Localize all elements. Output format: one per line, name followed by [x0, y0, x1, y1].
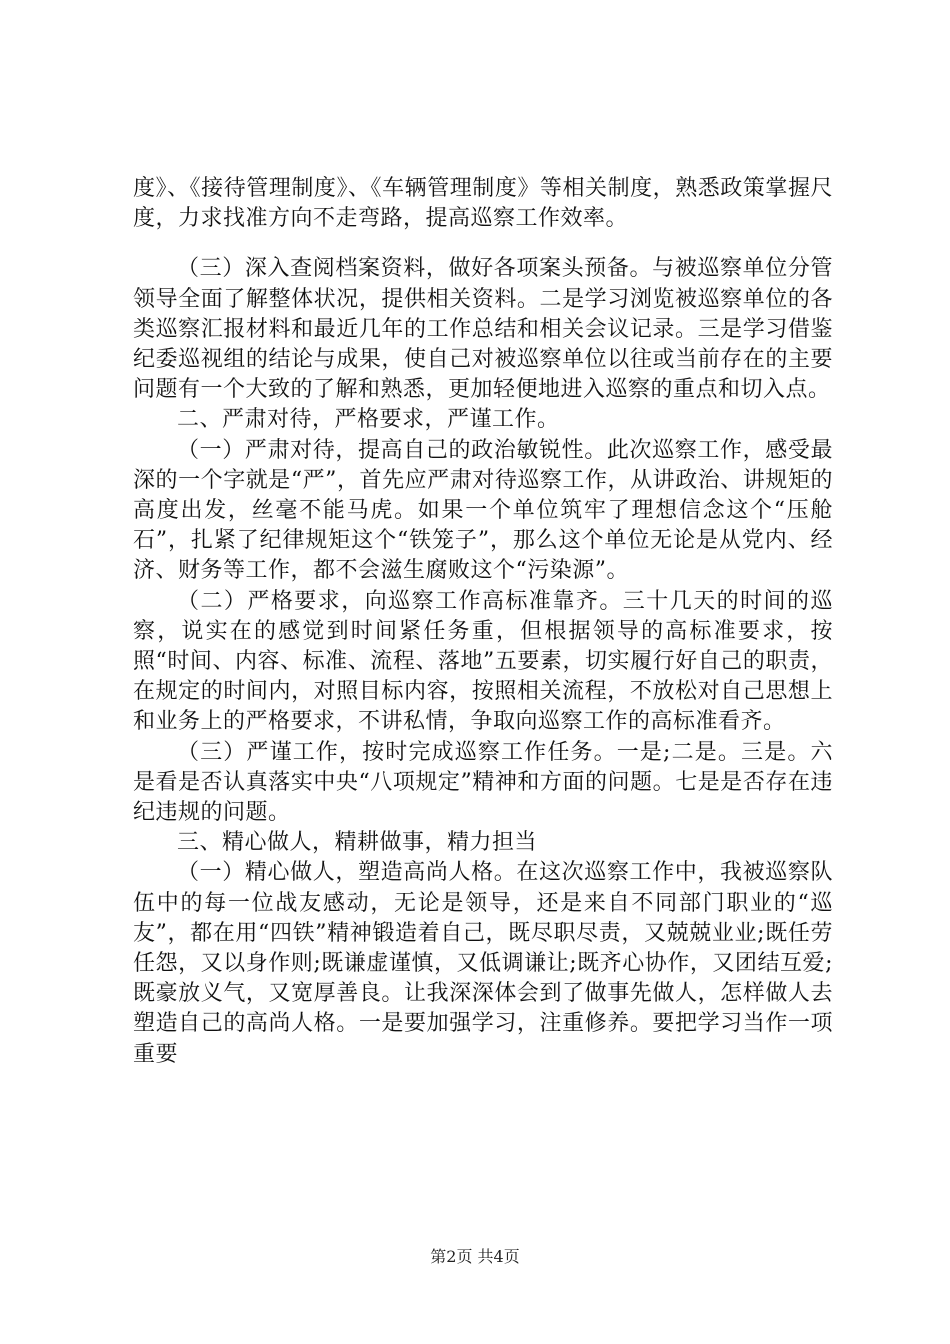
page-number-footer: 第2页 共4页 [430, 1247, 520, 1266]
paragraph-section-2-1: （一）严肃对待，提高自己的政治敏锐性。此次巡察工作，感受最深的一个字就是“严”，首先应严肃对待巡察工作，从讲政治、讲规矩的高度出发，丝毫不能马虎。如果一个单位筑牢了理想信念这个“压舱石”，扎紧了纪律规矩这个“铁笼子”，那么这个单位无论是从党内、经济、财务等工作，都不会滋生腐败这个“污染源”。 [133, 437, 833, 584]
paragraph-section-2-2: （二）严格要求，向巡察工作高标准靠齐。三十几天的时间的巡察，说实在的感觉到时间紧任务重，但根据领导的高标准要求，按照“时间、内容、标准、流程、落地”五要素，切实履行好自己的职责，在规定的时间内，对照目标内容，按照相关流程，不放松对自己思想上和业务上的严格要求，不讲私情，争取向巡察工作的高标准看齐。 [133, 588, 833, 735]
paragraph-continuation: 度》、《接待管理制度》、《车辆管理制度》等相关制度，熟悉政策掌握尺度，力求找准方向不走弯路，提高巡察工作效率。 [133, 176, 833, 232]
document-body [133, 174, 833, 1070]
paragraph-section-1-3: （三）深入查阅档案资料，做好各项案头预备。与被巡察单位分管领导全面了解整体状况，提供相关资料。二是学习浏览被巡察单位的各类巡察汇报材料和最近几年的工作总结和相关会议记录。三是学习借鉴纪委巡视组的结论与成果，使自己对被巡察单位以往或当前存在的主要问题有一个大致的了解和熟悉，更加轻便地进入巡察的重点和切入点。 [133, 256, 833, 403]
paragraph-section-3-1: （一）精心做人，塑造高尚人格。在这次巡察工作中，我被巡察队伍中的每一位战友感动，无论是领导，还是来自不同部门职业的“巡友”，都在用“四铁”精神锻造着自己，既尽职尽责，又兢兢业业;既任劳任怨，又以身作则;既谦虚谨慎，又低调谦让;既齐心协作，又团结互爱;既豪放义气，又宽厚善良。让我深深体会到了做事先做人，怎样做人去塑造自己的高尚人格。一是要加强学习，注重修养。要把学习当作一项重要 [133, 860, 833, 1067]
paragraph-section-2-3: （三）严谨工作，按时完成巡察工作任务。一是;二是。三是。六是看是否认真落实中央“八项规定”精神和方面的问题。七是是否存在违纪违规的问题。 [133, 739, 833, 826]
heading-section-2: 二、严肃对待，严格要求，严谨工作。 [177, 407, 560, 433]
heading-section-3: 三、精心做人，精耕做事，精力担当 [177, 830, 538, 856]
